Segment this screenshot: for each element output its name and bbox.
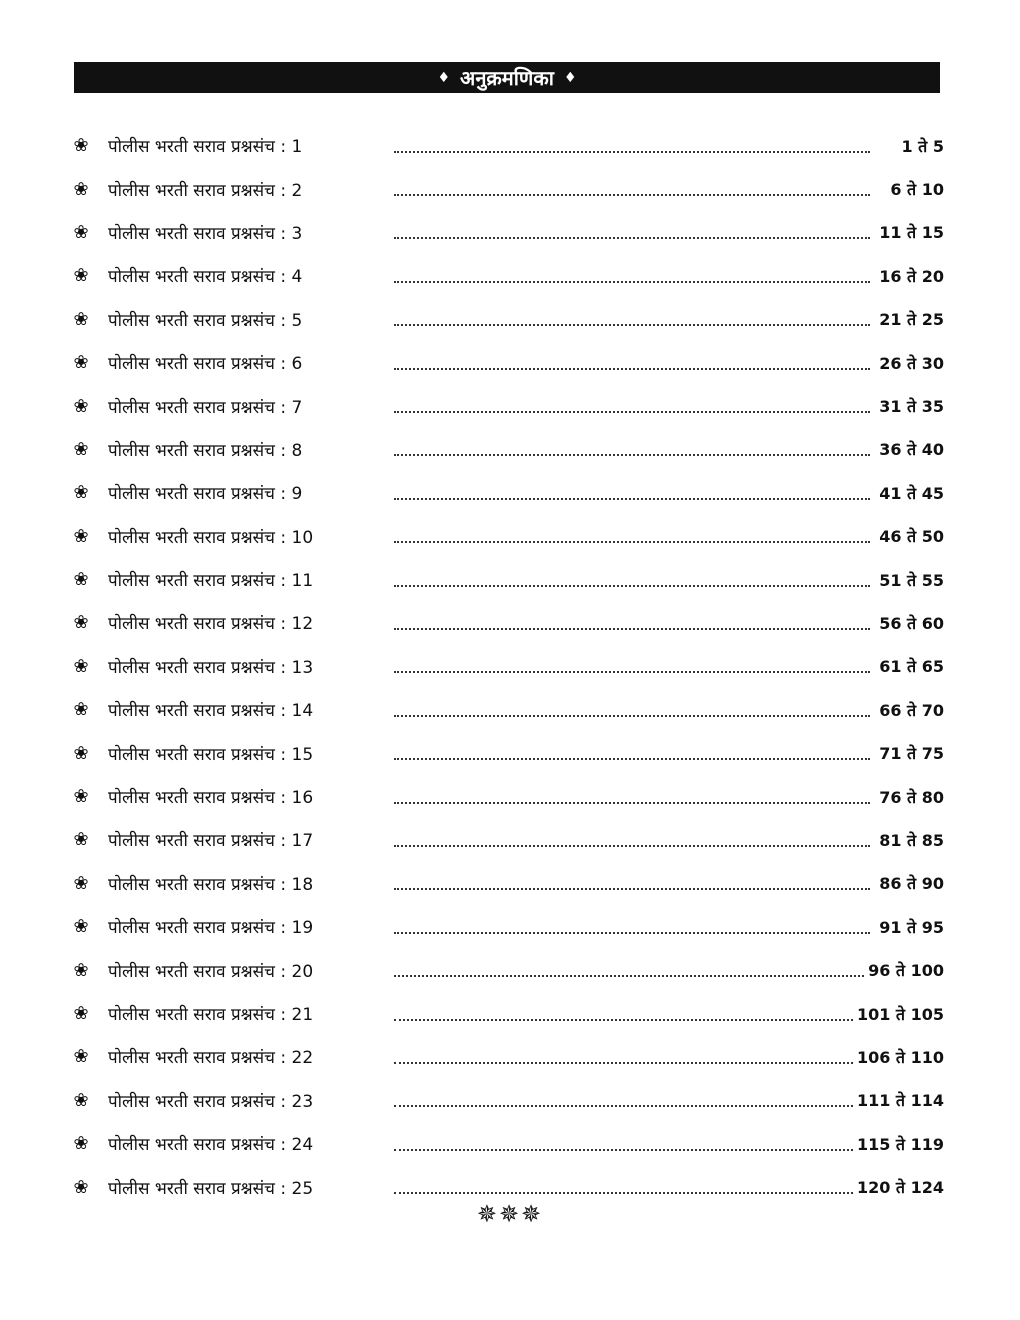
toc-entry-label: पोलीस भरती सराव प्रश्नसंच : 15 [108,744,314,765]
toc-entry-label: पोलीस भरती सराव प्रश्नसंच : 19 [108,918,314,939]
dot-leader [394,221,870,239]
toc-row [70,167,944,210]
diamond-ornament-left-icon: ♦ [437,69,451,86]
toc-entry-pages: 1 ते 5 [901,136,944,156]
flower-bullet-icon: ❀ [73,1046,89,1068]
page-title: अनुक्रमणिका [460,66,554,90]
dot-leader [394,872,870,890]
toc-entry-label: पोलीस भरती सराव प्रश्नसंच : 12 [108,614,314,635]
toc-entry-pages: 6 ते 10 [890,180,944,200]
toc-entry-pages: 115 ते 119 [856,1134,944,1154]
toc-entry-pages: 51 ते 55 [879,570,944,590]
toc-row [70,341,944,384]
toc-entry-pages: 76 ते 80 [879,787,944,807]
toc-row [70,254,944,297]
toc-entry-label: पोलीस भरती सराव प्रश्नसंच : 2 [108,180,303,201]
page-title-bar [74,62,940,93]
toc-entry-pages: 106 ते 110 [856,1047,944,1067]
flower-bullet-icon: ❀ [73,786,89,808]
flower-bullet-icon: ❀ [73,395,89,417]
dot-leader [394,655,870,673]
toc-entry-label: पोलीस भरती सराव प्रश्नसंच : 22 [108,1048,314,1069]
flower-bullet-icon: ❀ [73,612,89,634]
toc-entry-label: पोलीस भरती सराव प्रश्नसंच : 13 [108,657,314,678]
toc-entry-pages: 111 ते 114 [856,1091,944,1111]
toc-entry-pages: 41 ते 45 [879,483,944,503]
dot-leader [394,742,870,760]
toc-entry-label: पोलीस भरती सराव प्रश्नसंच : 7 [108,397,303,418]
toc-row [70,1122,944,1165]
dot-leader [394,699,870,717]
flower-bullet-icon: ❀ [73,872,89,894]
toc-entry-label: पोलीस भरती सराव प्रश्नसंच : 4 [108,267,303,288]
footer-star-ornament-icon: ✵✵✵ [476,1200,544,1228]
toc-entry-pages: 21 ते 25 [879,310,944,330]
toc-row [70,471,944,514]
dot-leader [394,786,870,804]
toc-entry-label: पोलीस भरती सराव प्रश्नसंच : 11 [108,571,314,592]
flower-bullet-icon: ❀ [73,699,89,721]
toc-entry-pages: 61 ते 65 [879,657,944,677]
toc-entry-pages: 56 ते 60 [879,613,944,633]
dot-leader [394,1003,853,1021]
flower-bullet-icon: ❀ [73,438,89,460]
toc-row [70,905,944,948]
dot-leader [394,1176,853,1194]
flower-bullet-icon: ❀ [73,178,89,200]
dot-leader [394,916,870,934]
flower-bullet-icon: ❀ [73,655,89,677]
toc-row [70,515,944,558]
dot-leader [394,829,870,847]
flower-bullet-icon: ❀ [73,569,89,591]
dot-leader [394,438,870,456]
flower-bullet-icon: ❀ [73,265,89,287]
toc-row [70,124,944,167]
toc-entry-label: पोलीस भरती सराव प्रश्नसंच : 24 [108,1135,314,1156]
toc-entry-label: पोलीस भरती सराव प्रश्नसंच : 17 [108,831,314,852]
toc-entry-label: पोलीस भरती सराव प्रश्नसंच : 14 [108,701,314,722]
dot-leader [394,1046,853,1064]
toc-entry-label: पोलीस भरती सराव प्रश्नसंच : 21 [108,1005,314,1025]
flower-bullet-icon: ❀ [73,525,89,547]
flower-bullet-icon: ❀ [73,482,89,504]
toc-row [70,818,944,861]
toc-entry-pages: 81 ते 85 [879,830,944,850]
toc-entry-pages: 11 ते 15 [879,223,944,243]
toc-row [70,731,944,774]
flower-bullet-icon: ❀ [73,221,89,243]
toc-entry-label: पोलीस भरती सराव प्रश्नसंच : 8 [108,440,303,461]
toc-entry-label: पोलीस भरती सराव प्रश्नसंच : 6 [108,354,303,375]
toc-row [70,428,944,471]
dot-leader [394,308,870,326]
dot-leader [394,1089,853,1107]
toc-row [70,1035,944,1078]
toc-entry-pages: 96 ते 100 [868,961,944,981]
toc-entry-pages: 101 ते 105 [856,1004,944,1024]
flower-bullet-icon: ❀ [73,1133,89,1155]
dot-leader [394,352,870,370]
toc-entry-pages: 120 ते 124 [856,1178,944,1198]
toc-row [70,384,944,427]
dot-leader [394,1133,853,1151]
toc-entry-label: पोलीस भरती सराव प्रश्नसंच : 18 [108,874,314,895]
toc-entry-label: पोलीस भरती सराव प्रश्नसंच : 5 [108,310,303,331]
dot-leader [394,612,870,630]
dot-leader [394,482,870,500]
toc-entry-label: पोलीस भरती सराव प्रश्नसंच : 23 [108,1091,314,1112]
toc-row [70,775,944,818]
flower-bullet-icon: ❀ [73,352,89,374]
dot-leader [394,135,870,153]
dot-leader [394,265,870,283]
table-of-contents [70,124,944,1209]
flower-bullet-icon: ❀ [73,1176,89,1198]
flower-bullet-icon: ❀ [73,742,89,764]
toc-entry-pages: 91 ते 95 [879,917,944,937]
flower-bullet-icon: ❀ [73,135,89,157]
toc-entry-pages: 66 ते 70 [879,700,944,720]
toc-entry-label: पोलीस भरती सराव प्रश्नसंच : 25 [108,1178,314,1199]
toc-entry-pages: 36 ते 40 [879,440,944,460]
toc-entry-label: पोलीस भरती सराव प्रश्नसंच : 1 [108,137,303,158]
dot-leader [394,395,870,413]
toc-entry-label: पोलीस भरती सराव प्रश्नसंच : 16 [108,788,314,809]
toc-entry-pages: 71 ते 75 [879,744,944,764]
toc-entry-pages: 86 ते 90 [879,874,944,894]
flower-bullet-icon: ❀ [73,959,89,981]
dot-leader [394,959,864,977]
dot-leader [394,569,870,587]
flower-bullet-icon: ❀ [73,1089,89,1111]
toc-row [70,298,944,341]
flower-bullet-icon: ❀ [73,308,89,330]
diamond-ornament-right-icon: ♦ [563,69,577,86]
toc-row [70,211,944,254]
dot-leader [394,525,870,543]
toc-row [70,688,944,731]
toc-row [70,558,944,601]
toc-entry-label: पोलीस भरती सराव प्रश्नसंच : 3 [108,223,303,244]
dot-leader [394,178,870,196]
toc-row [70,1079,944,1122]
toc-row [70,992,944,1035]
toc-row [70,862,944,905]
toc-row [70,948,944,991]
toc-entry-pages: 31 ते 35 [879,397,944,417]
flower-bullet-icon: ❀ [73,916,89,938]
toc-entry-label: पोलीस भरती सराव प्रश्नसंच : 9 [108,484,303,505]
toc-entry-label: पोलीस भरती सराव प्रश्नसंच : 20 [108,961,314,982]
flower-bullet-icon: ❀ [73,1003,89,1024]
toc-entry-label: पोलीस भरती सराव प्रश्नसंच : 10 [108,527,314,548]
toc-entry-pages: 46 ते 50 [879,527,944,547]
toc-entry-pages: 16 ते 20 [879,266,944,286]
toc-entry-pages: 26 ते 30 [879,353,944,373]
toc-row [70,601,944,644]
flower-bullet-icon: ❀ [73,829,89,851]
toc-row [70,645,944,688]
